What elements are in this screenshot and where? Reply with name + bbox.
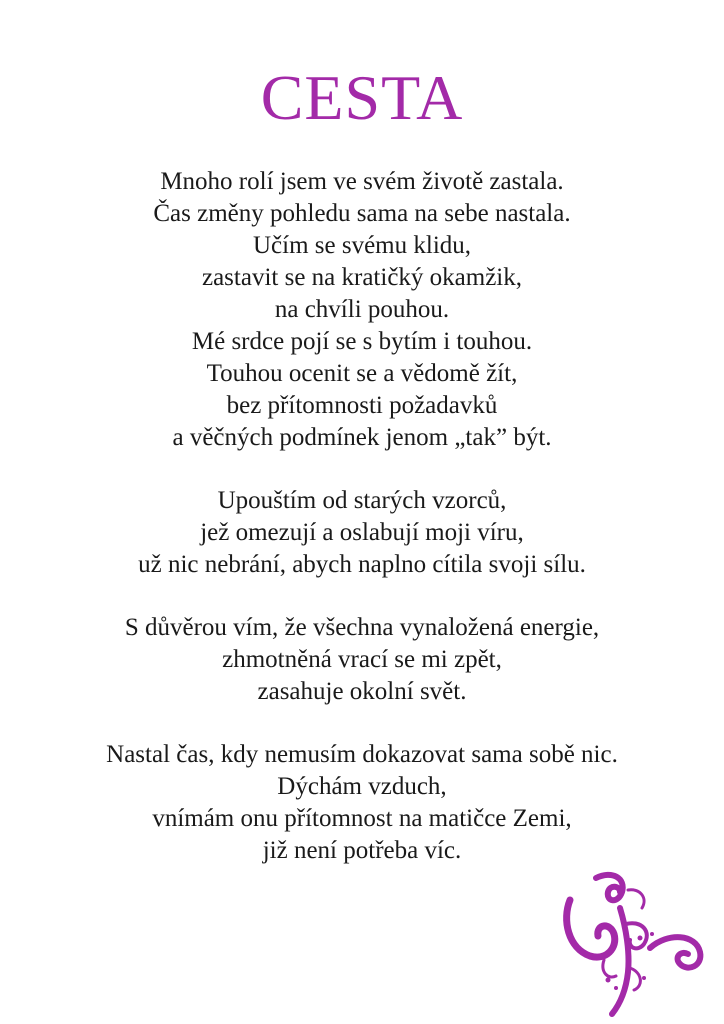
poem-line: zastavit se na kratičký okamžik, xyxy=(201,264,523,291)
stanza-1 xyxy=(0,166,724,454)
poem-line: na chvíli pouhou. xyxy=(274,296,450,323)
poem-line: Mnoho rolí jsem ve svém životě zastala. xyxy=(160,168,564,195)
swirl-ornament-icon xyxy=(560,868,708,1018)
poem-line: Upouštím od starých vzorců, xyxy=(217,487,507,514)
stanza-divider xyxy=(0,581,724,612)
poem-line: už nic nebrání, abych naplno cítila svoji sílu. xyxy=(138,551,586,578)
stanza-2 xyxy=(0,485,724,581)
poem-line: Učím se svému klidu, xyxy=(252,232,472,259)
poem-line: Dýchám vzduch, xyxy=(277,773,447,800)
stanza-3 xyxy=(0,612,724,708)
poem-line: Mé srdce pojí se s bytím i touhou. xyxy=(191,328,533,355)
poem-line: bez přítomnosti požadavků xyxy=(226,392,498,419)
poem-line: a věčných podmínek jenom „tak” být. xyxy=(172,424,552,451)
poem-line: Touhou ocenit se a vědomě žít, xyxy=(206,360,518,387)
stanza-4 xyxy=(0,739,724,867)
poem-line: vnímám onu přítomnost na matičce Zemi, xyxy=(152,805,572,832)
poem-title: CESTA xyxy=(260,62,464,133)
poem-line: zhmotněná vrací se mi zpět, xyxy=(222,646,502,673)
poem-line: zasahuje okolní svět. xyxy=(257,678,467,705)
poem-line: již není potřeba víc. xyxy=(262,837,462,864)
poem-line: Nastal čas, kdy nemusím dokazovat sama sobě nic. xyxy=(106,741,618,768)
poem-line: Čas změny pohledu sama na sebe nastala. xyxy=(153,200,571,227)
poem-line: jež omezují a oslabují moji víru, xyxy=(200,519,524,546)
stanza-divider xyxy=(0,708,724,739)
stanza-divider xyxy=(0,454,724,485)
poem-body xyxy=(0,166,724,867)
poem-line: S důvěrou vím, že všechna vynaložená energie, xyxy=(124,614,600,641)
